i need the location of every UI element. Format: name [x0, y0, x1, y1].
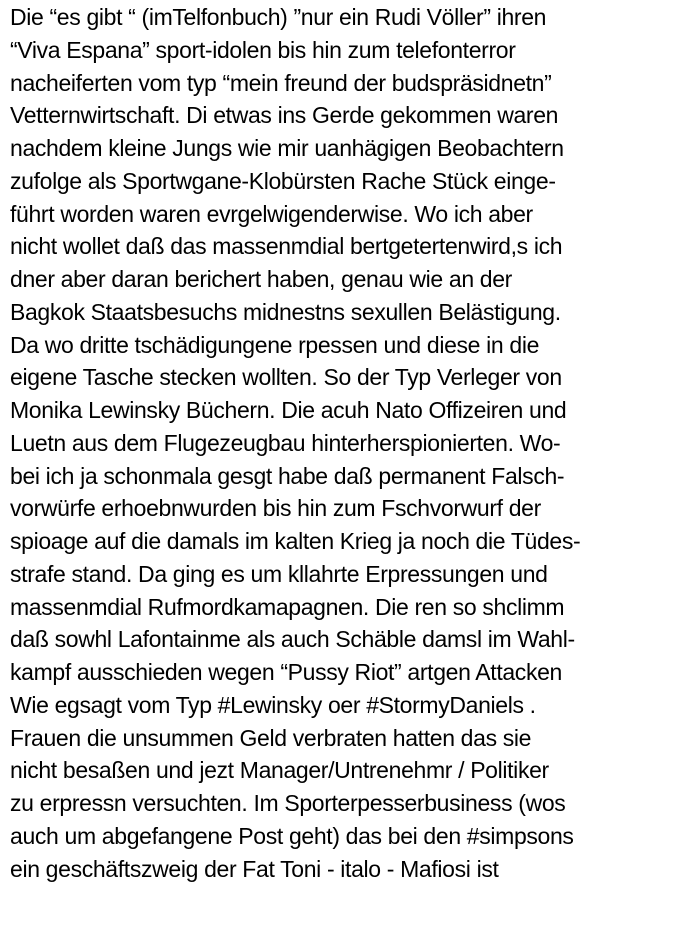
- text-line: nacheiferten vom typ “mein freund der budspräsidnetn”: [10, 69, 552, 96]
- text-line: zu erpressn versuchten. Im Sporterpesserbusiness (wos: [10, 790, 566, 816]
- text-line: Frauen die unsummen Geld verbraten hatten das sie: [10, 724, 532, 751]
- text-line: Die “es gibt “ (imTelfonbuch) ”nur ein Rudi Völler” ihren: [10, 4, 547, 30]
- text-line: spioage auf die damals im kalten Krieg ja noch die Tüdes-: [10, 528, 581, 554]
- text-line: dner aber daran berichert haben, genau wie an der: [10, 266, 512, 292]
- text-line: strafe stand. Da ging es um kllahrte Erpressungen und: [10, 560, 548, 587]
- text-line: nicht wollet daß das massenmdial bertgetertenwird,s ich: [10, 233, 563, 260]
- text-line: Wie egsagt vom Typ #Lewinsky oer #StormyDaniels .: [10, 691, 536, 718]
- text-line: massenmdial Rufmordkamapagnen. Die ren so shclimm: [10, 593, 565, 620]
- text-line: Monika Lewinsky Büchern. Die acuh Nato Offizeiren und: [10, 397, 567, 423]
- text-line: führt worden waren evrgelwigenderwise. Wo ich aber: [10, 200, 533, 227]
- text-line: kampf ausschieden wegen “Pussy Riot” artgen Attacken: [10, 659, 562, 685]
- text-line: Da wo dritte tschädigungene rpessen und diese in die: [10, 331, 540, 358]
- text-line: daß sowhl Lafontainme als auch Schäble damsl im Wahl-: [10, 626, 575, 653]
- text-line: auch um abgefangene Post geht) das bei den #simpsons: [10, 822, 574, 849]
- body-text: [10, 1, 682, 885]
- text-line: nicht besaßen und jezt Manager/Untrenehmr / Politiker: [10, 757, 549, 784]
- text-line: vorwürfe erhoebnwurden bis hin zum Fschvorwurf der: [10, 495, 541, 522]
- text-line: Luetn aus dem Flugezeugbau hinterherspionierten. Wo-: [10, 429, 561, 456]
- text-line: ein geschäftszweig der Fat Toni - italo - Mafiosi ist: [10, 855, 499, 882]
- text-line: bei ich ja schonmala gesgt habe daß permanent Falsch-: [10, 462, 565, 489]
- text-line: nachdem kleine Jungs wie mir uanhägigen Beobachtern: [10, 135, 564, 161]
- text-line: “Viva Espana” sport-idolen bis hin zum telefonterror: [10, 36, 516, 63]
- text-line: eigene Tasche stecken wollten. So der Typ Verleger von: [10, 364, 562, 391]
- text-line: Vetternwirtschaft. Di etwas ins Gerde gekommen waren: [10, 102, 559, 129]
- text-line: Bagkok Staatsbesuchs midnestns sexullen Belästigung.: [10, 298, 561, 325]
- text-line: zufolge als Sportwgane-Klobürsten Rache Stück einge-: [10, 167, 556, 194]
